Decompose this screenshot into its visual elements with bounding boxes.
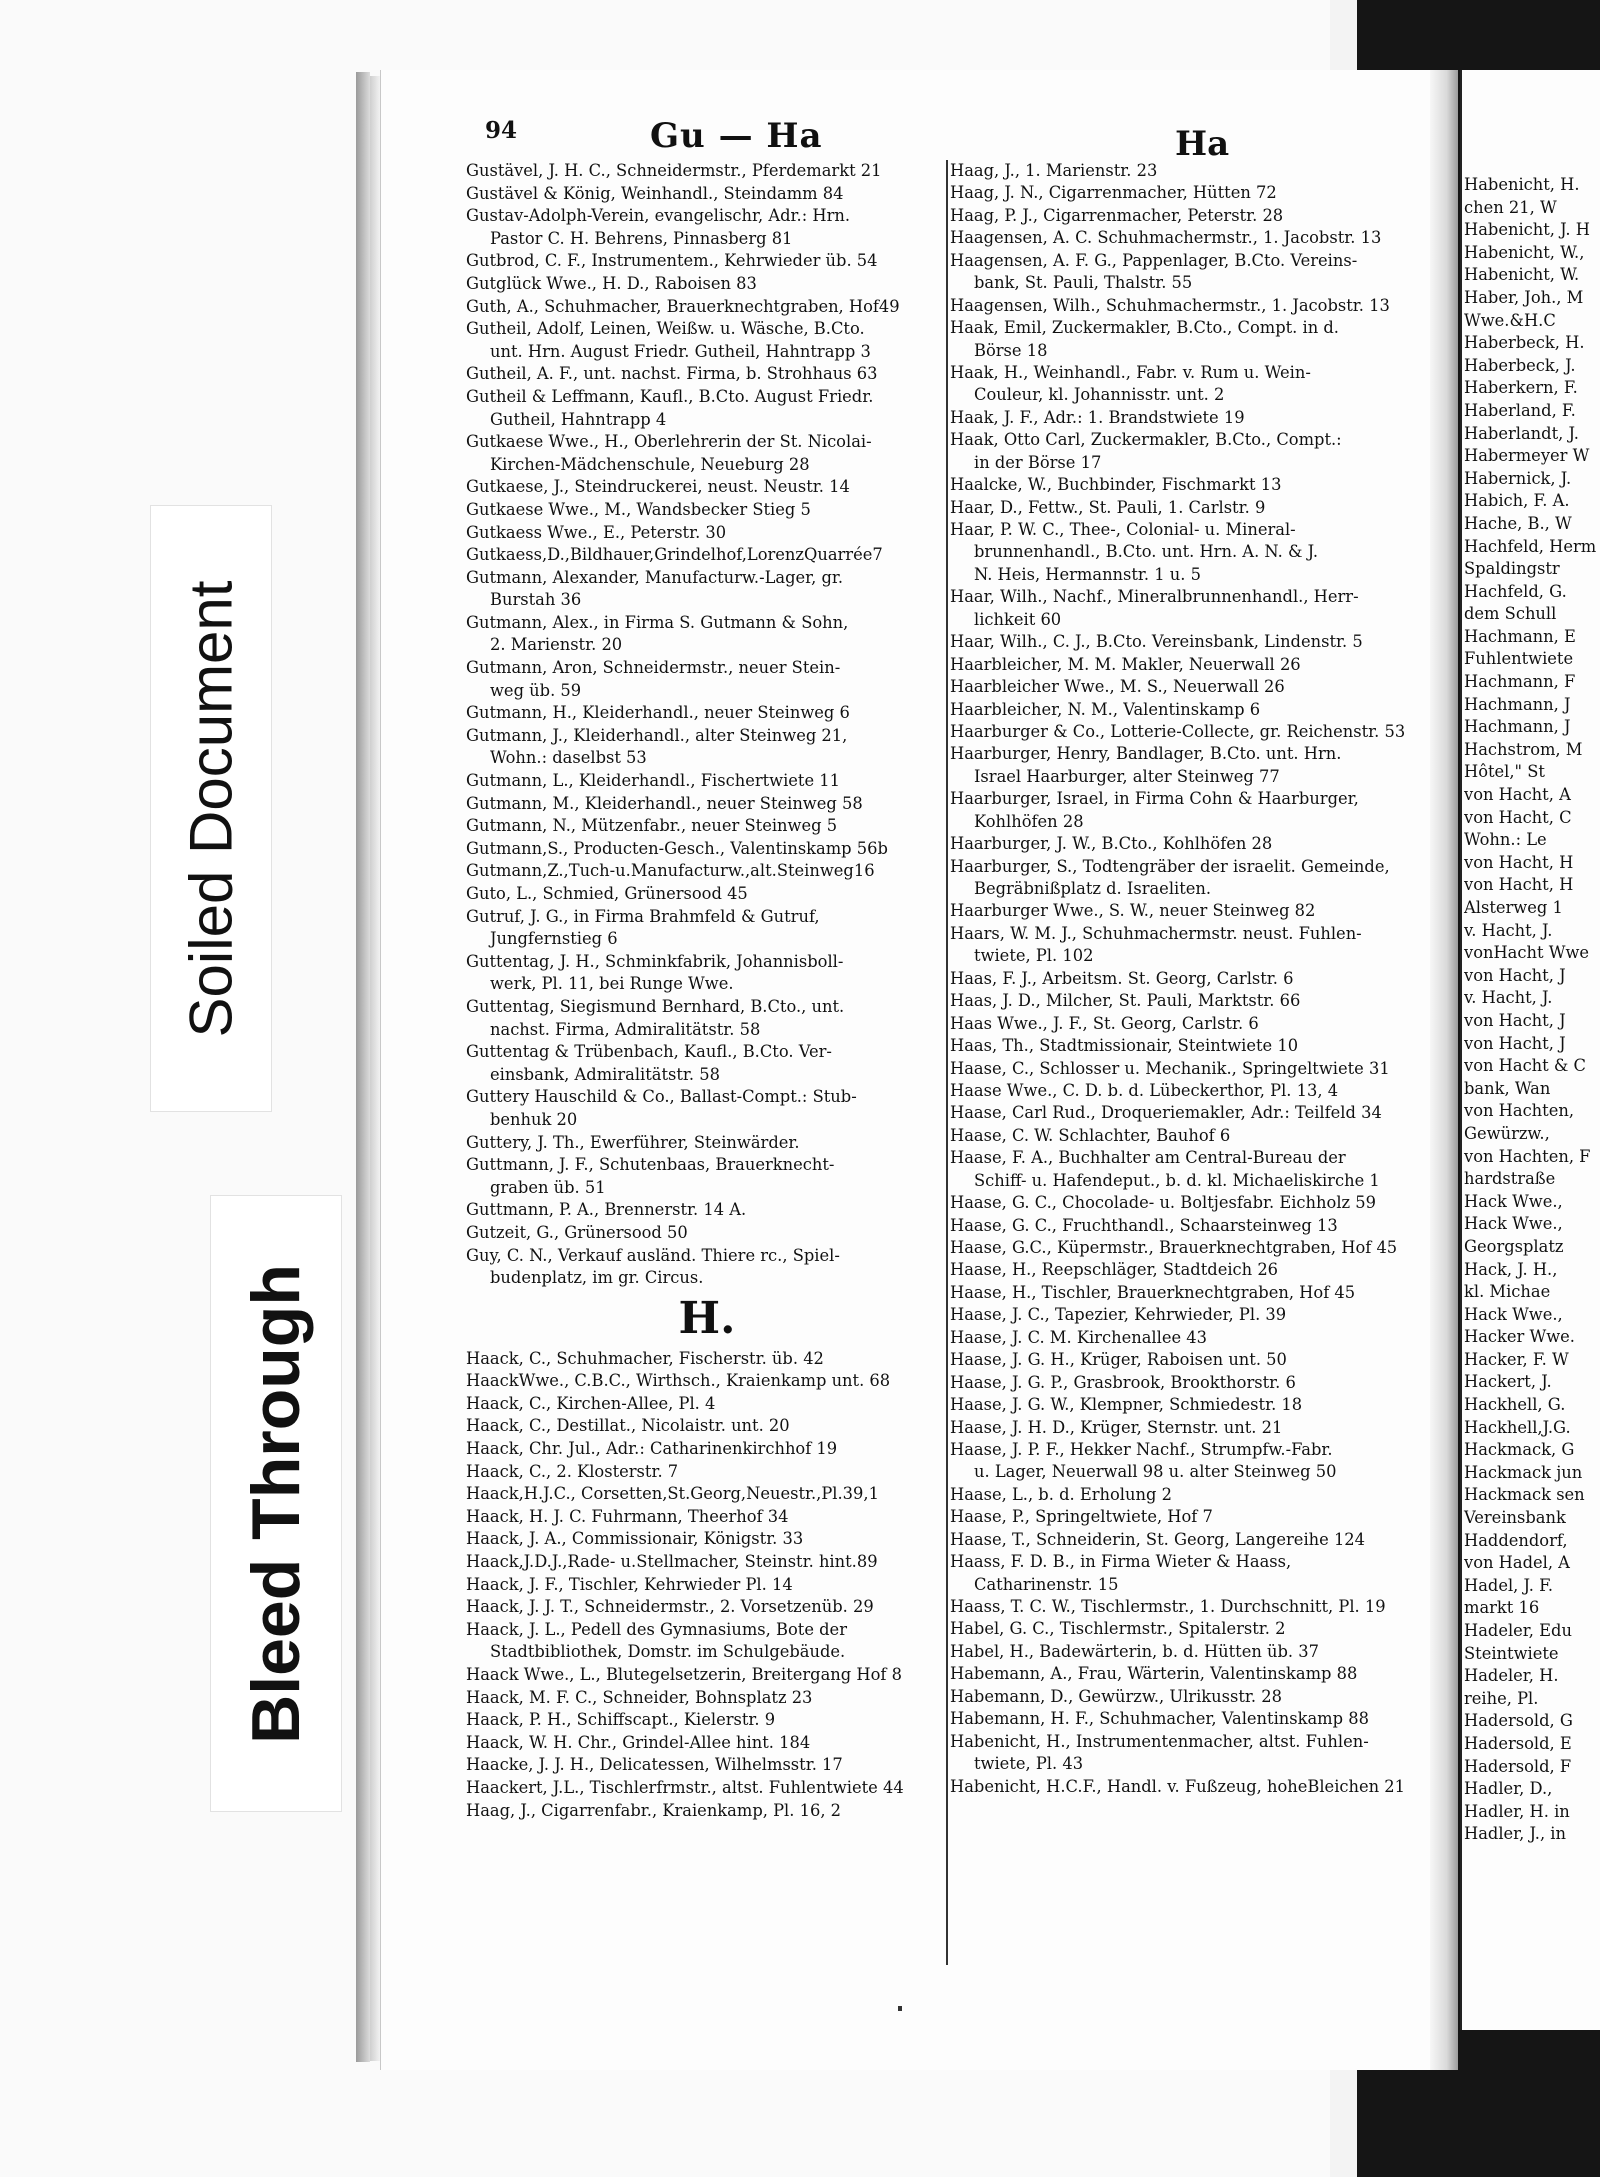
adjacent-entry-line: von Hacht, J xyxy=(1464,1010,1566,1030)
directory-entry-line: graben üb. 51 xyxy=(490,1177,606,1197)
directory-entry-line: Gutglück Wwe., H. D., Raboisen 83 xyxy=(466,273,757,293)
adjacent-entry-line: Haberbeck, H. xyxy=(1464,333,1585,353)
page-stack-edge xyxy=(370,76,380,2061)
directory-entry-line: Haacke, J. J. H., Delicatessen, Wilhelmsstr. 17 xyxy=(466,1755,843,1775)
directory-entry-line: Kirchen-Mädchenschule, Neueburg 28 xyxy=(490,454,810,474)
directory-entry-line: 2. Marienstr. 20 xyxy=(490,635,623,655)
directory-entry-line: Guttery, J. Th., Ewerführer, Steinwärder. xyxy=(466,1132,800,1152)
directory-entry-line: werk, Pl. 11, bei Runge Wwe. xyxy=(490,974,734,994)
directory-entry-line: brunnenhandl., B.Cto. unt. Hrn. A. N. & J. xyxy=(974,542,1319,562)
adjacent-entry-line: Hachfeld, Herm xyxy=(1464,536,1597,556)
adjacent-entry-line: Hachmann, J xyxy=(1464,717,1571,737)
section-letter: H. xyxy=(678,1292,736,1344)
directory-entry-line: N. Heis, Hermannstr. 1 u. 5 xyxy=(974,564,1202,584)
adjacent-entry-line: Haberlandt, J. xyxy=(1464,423,1579,443)
directory-entry-line: Haase, H., Reepschläger, Stadtdeich 26 xyxy=(950,1260,1279,1280)
directory-entry-line: HaackWwe., C.B.C., Wirthsch., Kraienkamp unt. 68 xyxy=(466,1371,891,1391)
page-header-range: Gu — Ha xyxy=(650,116,823,156)
directory-entry-line: Gutkaese Wwe., H., Oberlehrerin der St. Nicolai- xyxy=(466,432,872,452)
right-column xyxy=(950,160,1420,1798)
adjacent-entry-line: Habenicht, J. H xyxy=(1464,220,1590,240)
directory-entry-line: Gutmann, H., Kleiderhandl., neuer Steinweg 6 xyxy=(466,703,850,723)
directory-entry-line: u. Lager, Neuerwall 98 u. alter Steinweg 50 xyxy=(974,1462,1337,1482)
directory-entry-line: Haack, M. F. C., Schneider, Bohnsplatz 23 xyxy=(466,1687,813,1707)
directory-entry-line: Gutheil & Leffmann, Kaufl., B.Cto. August Friedr. xyxy=(466,386,874,406)
directory-entry-line: Kohlhöfen 28 xyxy=(974,811,1084,831)
adjacent-entry-line: von Hacht, H xyxy=(1464,852,1574,872)
directory-entry-line: Haack, C., Destillat., Nicolaistr. unt. 20 xyxy=(466,1416,790,1436)
directory-entry-line: Habemann, D., Gewürzw., Ulrikusstr. 28 xyxy=(950,1686,1282,1706)
directory-entry-line: Habenicht, H.C.F., Handl. v. Fußzeug, hoheBleichen 21 xyxy=(950,1776,1406,1796)
adjacent-entry-line: Habermeyer W xyxy=(1464,446,1590,466)
adjacent-entry-line: Haberkern, F. xyxy=(1464,378,1578,398)
directory-entry-line: Gutmann, Alex., in Firma S. Gutmann & Sohn, xyxy=(466,612,849,632)
adjacent-entry-line: chen 21, W xyxy=(1464,197,1557,217)
directory-entry-line: Gustävel & König, Weinhandl., Steindamm 84 xyxy=(466,183,844,203)
adjacent-entry-line: Hadersold, G xyxy=(1464,1711,1573,1731)
soiled-document-label-text: Soiled Document xyxy=(177,580,245,1037)
adjacent-entry-line: Hadler, J., in xyxy=(1464,1824,1566,1844)
directory-entry-line: Haase, L., b. d. Erholung 2 xyxy=(950,1484,1172,1504)
directory-entry-line: Haas, J. D., Milcher, St. Pauli, Marktstr. 66 xyxy=(950,991,1301,1011)
adjacent-entry-line: Vereinsbank xyxy=(1464,1508,1566,1528)
directory-entry-line: Haarburger Wwe., S. W., neuer Steinweg 82 xyxy=(950,901,1316,921)
directory-entry-line: Guto, L., Schmied, Grünersood 45 xyxy=(466,884,748,903)
directory-entry-line: benhuk 20 xyxy=(490,1109,578,1129)
directory-entry-line: Haack, C., Kirchen-Allee, Pl. 4 xyxy=(466,1393,716,1413)
directory-entry-line: Haack, J. L., Pedell des Gymnasiums, Bote der xyxy=(466,1619,847,1639)
adjacent-entry-line: vonHacht Wwe xyxy=(1464,943,1590,963)
directory-entry-line: Gutmann, M., Kleiderhandl., neuer Steinweg 58 xyxy=(466,793,863,813)
adjacent-entry-line: Georgsplatz xyxy=(1464,1236,1564,1256)
directory-entry-line: Guttentag, J. H., Schminkfabrik, Johannisboll- xyxy=(466,951,844,971)
directory-entry-line: Haase, J. G. W., Klempner, Schmiedestr. 18 xyxy=(950,1395,1303,1415)
directory-entry-line: Haarburger, J. W., B.Cto., Kohlhöfen 28 xyxy=(950,834,1273,854)
adjacent-page-column xyxy=(1462,174,1600,1846)
directory-entry-line: Haack, C., 2. Klosterstr. 7 xyxy=(466,1461,679,1481)
directory-entry-line: Börse 18 xyxy=(974,340,1048,360)
adjacent-entry-line: v. Hacht, J. xyxy=(1464,988,1553,1008)
adjacent-entry-line: kl. Michae xyxy=(1464,1282,1551,1302)
adjacent-entry-line: Hack, J. H., xyxy=(1464,1259,1558,1279)
adjacent-entry-line: Hadersold, E xyxy=(1464,1733,1572,1753)
directory-entry-line: Haag, J. N., Cigarrenmacher, Hütten 72 xyxy=(950,183,1277,203)
adjacent-entry-line: Hôtel," St xyxy=(1464,762,1545,782)
directory-entry-line: Haack, C., Schuhmacher, Fischerstr. üb. 42 xyxy=(466,1348,824,1368)
adjacent-entry-line: Hachmann, J xyxy=(1464,694,1571,714)
directory-entry-line: Gutmann, L., Kleiderhandl., Fischertwiete 11 xyxy=(466,771,840,791)
adjacent-entry-line: Hachfeld, G. xyxy=(1464,581,1567,601)
directory-entry-line: Haase, G. C., Chocolade- u. Boltjesfabr. Eichholz 59 xyxy=(950,1193,1376,1213)
directory-entry-line: Haack Wwe., L., Blutegelsetzerin, Breitergang Hof 8 xyxy=(466,1665,902,1684)
directory-entry-line: Haag, J., 1. Marienstr. 23 xyxy=(950,161,1158,180)
directory-entry-line: Haas, Th., Stadtmissionair, Steintwiete 10 xyxy=(950,1036,1299,1056)
adjacent-entry-line: Spaldingstr xyxy=(1464,559,1560,579)
adjacent-entry-line: von Hacht, J xyxy=(1464,1033,1566,1053)
adjacent-entry-line: reihe, Pl. xyxy=(1464,1688,1539,1708)
bleed-through-label xyxy=(210,1195,342,1812)
adjacent-entry-line: von Hacht, J xyxy=(1464,965,1566,985)
adjacent-entry-line: Alsterweg 1 xyxy=(1464,898,1563,917)
directory-entry-line: Guy, C. N., Verkauf ausländ. Thiere rc., Spiel- xyxy=(466,1245,840,1265)
directory-entry-line: Haase, C. W. Schlachter, Bauhof 6 xyxy=(950,1125,1231,1145)
directory-entry-line: Haack, H. J. C. Fuhrmann, Theerhof 34 xyxy=(466,1506,789,1526)
adjacent-entry-line: Hackmack jun xyxy=(1464,1462,1583,1482)
directory-entry-line: Haase, J. G. H., Krüger, Raboisen unt. 50 xyxy=(950,1350,1287,1370)
directory-entry-line: Guttentag & Trübenbach, Kaufl., B.Cto. Ver- xyxy=(466,1042,832,1062)
adjacent-entry-line: Haber, Joh., M xyxy=(1464,287,1584,307)
directory-entry-line: Stadtbibliothek, Domstr. im Schulgebäude. xyxy=(490,1642,846,1662)
directory-entry-line: Haarburger & Co., Lotterie-Collecte, gr. Reichenstr. 53 xyxy=(950,721,1406,741)
adjacent-entry-line: dem Schull xyxy=(1464,604,1557,624)
directory-entry-line: Haase, G.C., Küpermstr., Brauerknechtgraben, Hof 45 xyxy=(950,1238,1398,1257)
adjacent-page xyxy=(1460,70,1600,2030)
directory-entry-line: Guttmann, P. A., Brennerstr. 14 A. xyxy=(466,1200,747,1220)
directory-entry-line: Haagensen, A. C. Schuhmachermstr., 1. Jacobstr. 13 xyxy=(950,228,1382,248)
adjacent-entry-line: Hache, B., W xyxy=(1464,513,1572,533)
directory-entry-line: Begräbnißplatz d. Israeliten. xyxy=(974,879,1212,898)
adjacent-entry-line: Haberbeck, J. xyxy=(1464,355,1576,375)
adjacent-entry-line: Hadler, D., xyxy=(1464,1779,1553,1799)
directory-entry-line: Haase, P., Springeltwiete, Hof 7 xyxy=(950,1507,1213,1527)
directory-entry-line: Haar, Wilh., C. J., B.Cto. Vereinsbank, Lindenstr. 5 xyxy=(950,632,1363,652)
directory-entry-line: Haackert, J.L., Tischlerfrmstr., altst. Fuhlentwiete 44 xyxy=(466,1777,904,1797)
directory-entry-line: Gutkaese Wwe., M., Wandsbecker Stieg 5 xyxy=(466,499,811,519)
directory-entry-line: budenplatz, im gr. Circus. xyxy=(490,1268,704,1288)
directory-entry-line: Gustävel, J. H. C., Schneidermstr., Pferdemarkt 21 xyxy=(466,161,882,180)
adjacent-entry-line: Habenicht, W. xyxy=(1464,265,1580,285)
directory-entry-line: Guttentag, Siegismund Bernhard, B.Cto., unt. xyxy=(466,996,845,1016)
directory-entry-line: Haase, T., Schneiderin, St. Georg, Langereihe 124 xyxy=(950,1529,1366,1549)
directory-entry-line: Gutruf, J. G., in Firma Brahmfeld & Gutruf, xyxy=(466,906,820,926)
page-number: 94 xyxy=(485,117,518,144)
directory-entry-line: Haack, J. J. T., Schneidermstr., 2. Vorsetzenüb. 29 xyxy=(466,1597,874,1617)
directory-entry-line: twiete, Pl. 43 xyxy=(974,1754,1084,1774)
page-header-section: Ha xyxy=(1175,124,1230,164)
adjacent-entry-line: Hack Wwe., xyxy=(1464,1214,1563,1234)
book-gutter xyxy=(1430,70,1458,2070)
directory-entry-line: Haase, H., Tischler, Brauerknechtgraben, Hof 45 xyxy=(950,1282,1356,1302)
directory-entry-line: Haack, W. H. Chr., Grindel-Allee hint. 184 xyxy=(466,1732,811,1752)
adjacent-entry-line: von Hadel, A xyxy=(1464,1553,1570,1573)
directory-entry-line: Haase Wwe., C. D. b. d. Lübeckerthor, Pl. 13, 4 xyxy=(950,1080,1339,1100)
directory-entry-line: Gutmann, Aron, Schneidermstr., neuer Stein- xyxy=(466,658,841,678)
directory-entry-line: Haass, F. D. B., in Firma Wieter & Haass, xyxy=(950,1552,1292,1572)
directory-entry-line: Haalcke, W., Buchbinder, Fischmarkt 13 xyxy=(950,475,1282,495)
directory-entry-line: Haarburger, Henry, Bandlager, B.Cto. unt. Hrn. xyxy=(950,744,1342,764)
directory-entry-line: Habenicht, H., Instrumentenmacher, altst. Fuhlen- xyxy=(950,1731,1369,1751)
directory-entry-line: Haass, T. C. W., Tischlermstr., 1. Durchschnitt, Pl. 19 xyxy=(950,1597,1386,1616)
directory-entry-line: Burstah 36 xyxy=(490,590,582,610)
page-speck xyxy=(898,2006,902,2011)
directory-entry-line: Haarbleicher Wwe., M. S., Neuerwall 26 xyxy=(950,677,1285,697)
page-stack-shadow xyxy=(356,72,370,2062)
adjacent-entry-line: Hackhell, G. xyxy=(1464,1395,1566,1415)
directory-entry-line: Haars, W. M. J., Schuhmachermstr. neust. Fuhlen- xyxy=(950,923,1362,943)
directory-entry-line: Habel, H., Badewärterin, b. d. Hütten üb. 37 xyxy=(950,1641,1319,1661)
directory-entry-line: Guth, A., Schuhmacher, Brauerknechtgraben, Hof49 xyxy=(466,296,900,316)
directory-entry-line: twiete, Pl. 102 xyxy=(974,946,1094,966)
directory-entry-line: nachst. Firma, Admiralitätstr. 58 xyxy=(490,1019,761,1039)
directory-entry-line: Haagensen, Wilh., Schuhmachermstr., 1. Jacobstr. 13 xyxy=(950,295,1390,315)
directory-entry-line: Haas Wwe., J. F., St. Georg, Carlstr. 6 xyxy=(950,1013,1259,1033)
directory-entry-line: Wohn.: daselbst 53 xyxy=(490,748,647,768)
directory-entry-line: Haack, J. A., Commissionair, Königstr. 33 xyxy=(466,1529,804,1549)
adjacent-entry-line: v. Hacht, J. xyxy=(1464,920,1553,940)
adjacent-entry-line: markt 16 xyxy=(1464,1598,1540,1618)
directory-entry-line: Haak, Otto Carl, Zuckermakler, B.Cto., Compt.: xyxy=(950,430,1342,450)
directory-entry-line: Haarburger, S., Todtengräber der israelit. Gemeinde, xyxy=(950,856,1390,876)
adjacent-entry-line: Hachmann, F xyxy=(1464,672,1576,692)
directory-entry-line: Haar, D., Fettw., St. Pauli, 1. Carlstr. 9 xyxy=(950,497,1266,517)
directory-entry-line: Habemann, H. F., Schuhmacher, Valentinskamp 88 xyxy=(950,1709,1369,1729)
adjacent-entry-line: Hackmack sen xyxy=(1464,1485,1585,1505)
directory-entry-line: einsbank, Admiralitätstr. 58 xyxy=(490,1064,720,1084)
directory-entry-line: Haase, J. H. D., Krüger, Sternstr. unt. 21 xyxy=(950,1417,1283,1437)
directory-entry-line: Haase, G. C., Fruchthandl., Schaarsteinweg 13 xyxy=(950,1215,1338,1235)
directory-entry-line: Catharinenstr. 15 xyxy=(974,1574,1119,1594)
directory-entry-line: unt. Hrn. August Friedr. Gutheil, Hahntrapp 3 xyxy=(490,341,871,361)
adjacent-entry-line: Wohn.: Le xyxy=(1464,830,1547,850)
directory-entry-line: Haase, F. A., Buchhalter am Central-Bureau der xyxy=(950,1148,1346,1168)
directory-entry-line: Haarbleicher, N. M., Valentinskamp 6 xyxy=(950,699,1261,719)
directory-entry-line: Haase, Carl Rud., Droqueriemakler, Adr.: Teilfeld 34 xyxy=(950,1103,1382,1123)
directory-entry-line: Gutkaese, J., Steindruckerei, neust. Neustr. 14 xyxy=(466,477,850,497)
directory-entry-line: weg üb. 59 xyxy=(490,680,582,700)
adjacent-entry-line: Habernick, J. xyxy=(1464,468,1572,488)
adjacent-entry-line: Habenicht, H. xyxy=(1464,175,1580,194)
adjacent-entry-line: Haddendorf, xyxy=(1464,1530,1568,1550)
adjacent-entry-line: von Hacht, C xyxy=(1464,807,1572,827)
directory-entry-line: Gutmann, Alexander, Manufacturw.-Lager, gr. xyxy=(466,567,844,587)
directory-entry-line: Schiff- u. Hafendeput., b. d. kl. Michaeliskirche 1 xyxy=(974,1170,1380,1190)
adjacent-entry-line: Hack Wwe., xyxy=(1464,1191,1563,1211)
directory-entry-line: Gutmann, N., Mützenfabr., neuer Steinweg 5 xyxy=(466,816,838,836)
adjacent-entry-line: Hadersold, F xyxy=(1464,1756,1572,1776)
directory-entry-line: Gutbrod, C. F., Instrumentem., Kehrwieder üb. 54 xyxy=(466,251,878,271)
adjacent-entry-line: Fuhlentwiete xyxy=(1464,649,1574,669)
directory-entry-line: Gutzeit, G., Grünersood 50 xyxy=(466,1222,688,1242)
adjacent-entry-line: Hacker Wwe. xyxy=(1464,1327,1575,1347)
adjacent-entry-line: von Hacht & C xyxy=(1464,1056,1587,1076)
directory-entry-line: Gutkaess Wwe., E., Peterstr. 30 xyxy=(466,522,727,542)
adjacent-entry-line: Habich, F. A. xyxy=(1464,491,1570,511)
directory-entry-line: Haack,H.J.C., Corsetten,St.Georg,Neuestr.,Pl.39,1 xyxy=(466,1484,879,1504)
directory-entry-line: Habemann, A., Frau, Wärterin, Valentinskamp 88 xyxy=(950,1664,1358,1684)
directory-entry-line: Haak, Emil, Zuckermakler, B.Cto., Compt. in d. xyxy=(950,318,1339,338)
directory-entry-line: Gutkaess,D.,Bildhauer,Grindelhof,LorenzQuarrée7 xyxy=(466,545,883,565)
directory-entry-line: Haak, H., Weinhandl., Fabr. v. Rum u. Wein- xyxy=(950,362,1311,382)
adjacent-entry-line: Hadler, H. in xyxy=(1464,1801,1570,1821)
directory-entry-line: lichkeit 60 xyxy=(974,609,1062,629)
directory-entry-line: Pastor C. H. Behrens, Pinnasberg 81 xyxy=(490,228,793,248)
adjacent-entry-line: Hadel, J. F. xyxy=(1464,1575,1554,1595)
adjacent-entry-line: Hackert, J. xyxy=(1464,1372,1552,1392)
directory-entry-line: Habel, G. C., Tischlermstr., Spitalerstr. 2 xyxy=(950,1619,1286,1639)
adjacent-entry-line: von Hachten, F xyxy=(1464,1146,1591,1166)
directory-entry-line: Guttery Hauschild & Co., Ballast-Compt.: Stub- xyxy=(466,1087,857,1107)
directory-entry-line: Couleur, kl. Johannisstr. unt. 2 xyxy=(974,385,1225,405)
adjacent-entry-line: bank, Wan xyxy=(1464,1078,1551,1098)
adjacent-entry-line: Hachstrom, M xyxy=(1464,739,1583,759)
directory-entry-line: bank, St. Pauli, Thalstr. 55 xyxy=(974,273,1193,293)
directory-entry-line: Jungfernstieg 6 xyxy=(490,929,618,949)
directory-entry-line: Haag, P. J., Cigarrenmacher, Peterstr. 28 xyxy=(950,205,1284,225)
directory-entry-line: Haase, J. C., Tapezier, Kehrwieder, Pl. 39 xyxy=(950,1305,1287,1325)
adjacent-entry-line: Hackhell,J.G. xyxy=(1464,1417,1571,1437)
adjacent-entry-line: Hachmann, E xyxy=(1464,626,1576,646)
adjacent-entry-line: Hacker, F. W xyxy=(1464,1349,1569,1369)
directory-entry-line: Haack, P. H., Schiffscapt., Kielerstr. 9 xyxy=(466,1710,776,1730)
directory-entry-line: Haarburger, Israel, in Firma Cohn & Haarburger, xyxy=(950,789,1359,809)
bleed-through-label-text: Bleed Through xyxy=(238,1263,314,1744)
adjacent-entry-line: von Hacht, H xyxy=(1464,875,1574,895)
directory-entry-line: Haagensen, A. F. G., Pappenlager, B.Cto. Vereins- xyxy=(950,250,1358,270)
adjacent-entry-line: Hadeler, Edu xyxy=(1464,1621,1572,1640)
directory-entry-line: in der Börse 17 xyxy=(974,452,1102,472)
adjacent-entry-line: Gewürzw., xyxy=(1464,1123,1550,1143)
adjacent-entry-line: Hack Wwe., xyxy=(1464,1304,1563,1324)
directory-entry-line: Haase, J. G. P., Grasbrook, Brookthorstr. 6 xyxy=(950,1372,1296,1392)
adjacent-entry-line: Haberland, F. xyxy=(1464,400,1576,420)
adjacent-entry-line: Hackmack, G xyxy=(1464,1440,1575,1460)
directory-entry-line: Guttmann, J. F., Schutenbaas, Brauerknecht- xyxy=(466,1155,835,1175)
left-column xyxy=(466,160,948,1822)
directory-entry-line: Gutheil, Hahntrapp 4 xyxy=(490,409,667,429)
adjacent-entry-line: Hadeler, H. xyxy=(1464,1666,1559,1686)
soiled-document-label xyxy=(150,505,272,1112)
directory-entry-line: Gustav-Adolph-Verein, evangelischr, Adr.: Hrn. xyxy=(466,206,851,226)
directory-entry-line: Gutheil, A. F., unt. nachst. Firma, b. Strohhaus 63 xyxy=(466,364,878,384)
directory-entry-line: Haase, J. C. M. Kirchenallee 43 xyxy=(950,1327,1207,1347)
directory-entry-line: Haar, P. W. C., Thee-, Colonial- u. Mineral- xyxy=(950,520,1296,539)
adjacent-entry-line: von Hachten, xyxy=(1464,1101,1575,1121)
directory-entry-line: Israel Haarburger, alter Steinweg 77 xyxy=(974,766,1280,786)
adjacent-entry-line: von Hacht, A xyxy=(1464,785,1571,805)
adjacent-entry-line: Steintwiete xyxy=(1464,1643,1559,1663)
directory-entry-line: Haack,J.D.J.,Rade- u.Stellmacher, Steinstr. hint.89 xyxy=(466,1552,878,1572)
directory-entry-line: Gutmann, J., Kleiderhandl., alter Steinweg 21, xyxy=(466,725,848,745)
directory-entry-line: Gutmann,Z.,Tuch-u.Manufacturw.,alt.Steinweg16 xyxy=(466,861,875,881)
directory-entry-line: Haak, J. F., Adr.: 1. Brandstwiete 19 xyxy=(950,407,1245,427)
directory-entry-line: Haase, J. P. F., Hekker Nachf., Strumpfw.-Fabr. xyxy=(950,1439,1333,1459)
adjacent-entry-line: Habenicht, W., xyxy=(1464,242,1585,262)
directory-entry-line: Gutheil, Adolf, Leinen, Weißw. u. Wäsche, B.Cto. xyxy=(466,319,865,339)
directory-entry-line: Haack, Chr. Jul., Adr.: Catharinenkirchhof 19 xyxy=(466,1439,838,1459)
directory-entry-line: Haas, F. J., Arbeitsm. St. Georg, Carlstr. 6 xyxy=(950,968,1294,988)
directory-entry-line: Haar, Wilh., Nachf., Mineralbrunnenhandl., Herr- xyxy=(950,587,1359,607)
directory-entry-line: Gutmann,S., Producten-Gesch., Valentinskamp 56b xyxy=(466,838,888,858)
adjacent-entry-line: hardstraße xyxy=(1464,1169,1556,1189)
directory-entry-line: Haarbleicher, M. M. Makler, Neuerwall 26 xyxy=(950,654,1301,674)
adjacent-entry-line: Wwe.&H.C xyxy=(1464,310,1556,330)
directory-entry-line: Haag, J., Cigarrenfabr., Kraienkamp, Pl. 16, 2 xyxy=(466,1800,842,1820)
directory-entry-line: Haase, C., Schlosser u. Mechanik., Springeltwiete 31 xyxy=(950,1058,1390,1078)
directory-entry-line: Haack, J. F., Tischler, Kehrwieder Pl. 14 xyxy=(466,1574,793,1594)
